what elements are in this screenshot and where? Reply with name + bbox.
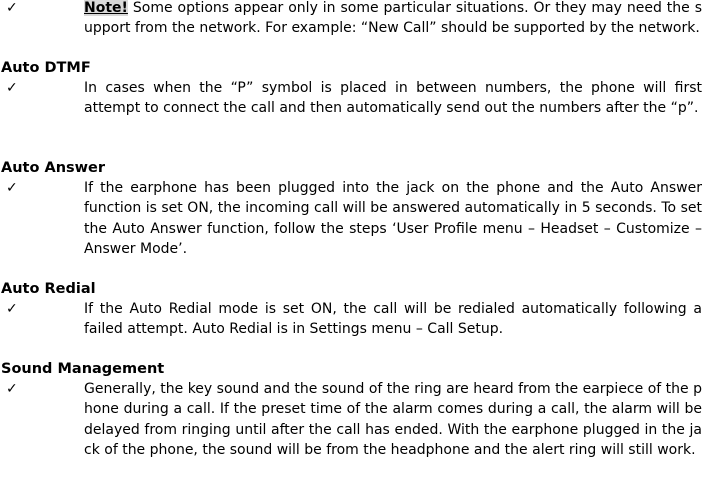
section-heading-sound-management: Sound Management <box>1 361 165 377</box>
section-text-auto-answer: If the earphone has been plugged into the jack on the phone and the Auto Answer function is set ON, the incoming call will be answered automatically in 5 seconds. To set the Auto Answer function, follow the steps ‘User Profile menu – Headset – Customize – Answer Mode’. <box>84 180 702 258</box>
section-heading-auto-dtmf: Auto DTMF <box>1 60 91 76</box>
check-mark-icon: ✓ <box>6 180 18 196</box>
section-text-auto-redial: If the Auto Redial mode is set ON, the call will be redialed automatically following a failed attempt. Auto Redial is in Settings menu – Call Setup. <box>84 301 702 338</box>
check-mark-icon: ✓ <box>6 381 18 397</box>
section-heading-auto-answer: Auto Answer <box>1 160 106 176</box>
check-mark-icon: ✓ <box>6 80 18 96</box>
note-text: Some options appear only in some particular situations. Or they may need the support from the network. For example: “New Call” should be supported by the network. <box>84 0 702 37</box>
section-text-sound-management: Generally, the key sound and the sound of the ring are heard from the earpiece of the phone during a call. If the preset time of the alarm comes during a call, the alarm will be delayed from ringing until after the call has ended. With the earphone plugged in the jack of the phone, the sound will be from the headphone and the alert ring will still work. <box>84 381 702 459</box>
section-heading-auto-redial: Auto Redial <box>1 281 96 297</box>
section-text-auto-dtmf: In cases when the “P” symbol is placed in between numbers, the phone will first attempt to connect the call and then automatically send out the numbers after the “p”. <box>84 80 702 117</box>
check-mark-icon: ✓ <box>6 301 18 317</box>
note-paragraph <box>84 0 702 39</box>
check-mark-icon: ✓ <box>6 0 18 16</box>
note-label: Note! <box>84 0 128 16</box>
